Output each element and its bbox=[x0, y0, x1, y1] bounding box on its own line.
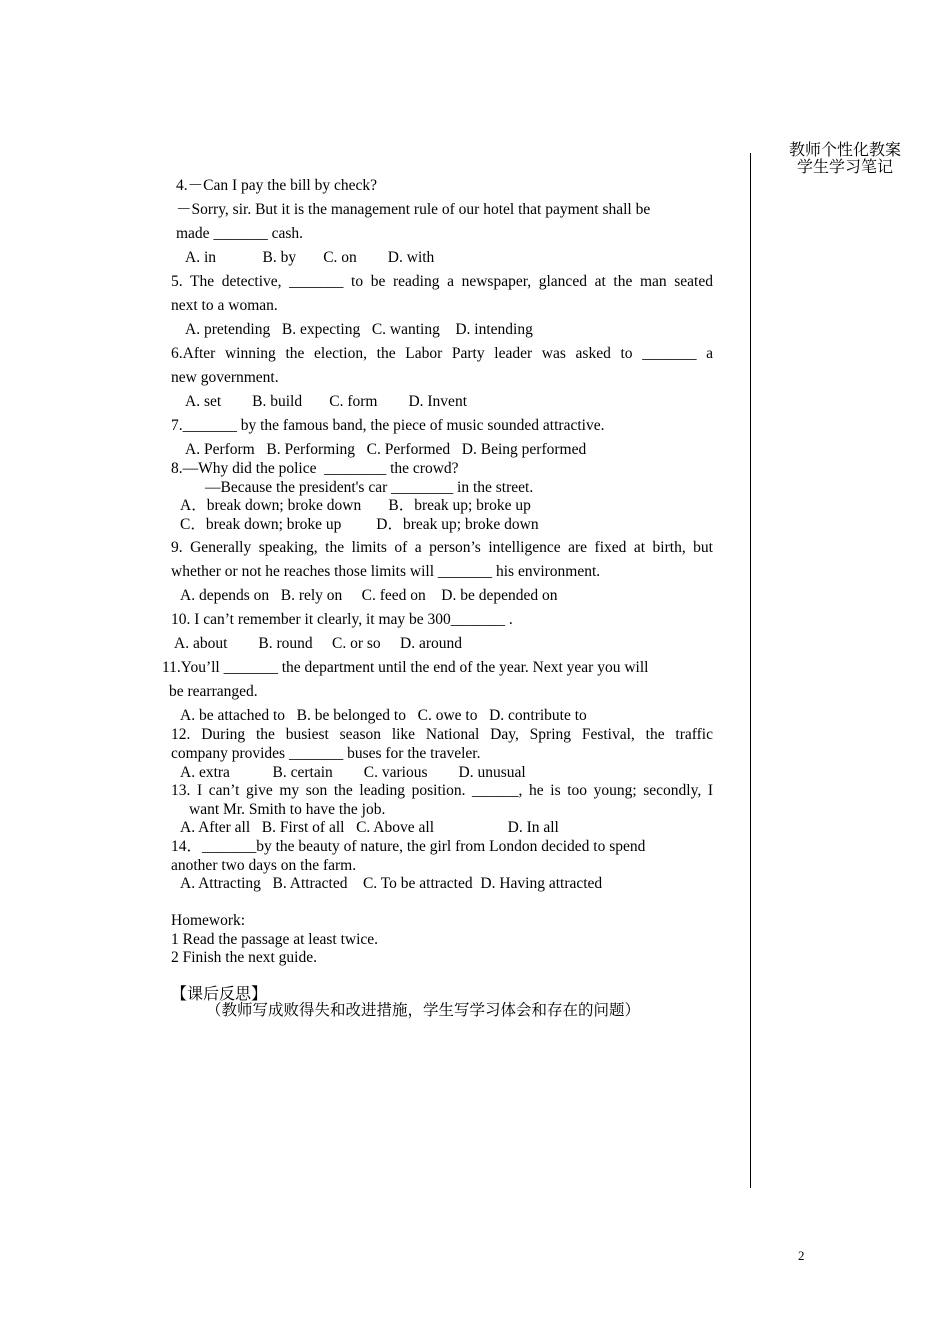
reflection-note: （教师写成败得失和改进措施，学生写学习体会和存在的问题） bbox=[206, 1002, 641, 1019]
q14-options: A. Attracting B. Attracted C. To be attracted D. Having attracted bbox=[180, 875, 603, 892]
q4-options: A. in B. by C. on D. with bbox=[185, 249, 435, 266]
q4-line3: made _______ cash. bbox=[176, 225, 303, 242]
q14-line1: 14．_______by the beauty of nature, the girl from London decided to spend bbox=[171, 838, 646, 855]
q8-options-ab: A．break down; broke down B．break up; broke up bbox=[180, 497, 531, 514]
q10-options: A. about B. round C. or so D. around bbox=[174, 635, 463, 652]
q11-line1: 11.You’ll _______ the department until the end of the year. Next year you will bbox=[162, 659, 649, 676]
q12-line2: company provides _______ buses for the traveler. bbox=[171, 745, 481, 762]
q8-options-cd: C．break down; broke up D．break up; broke down bbox=[180, 516, 539, 533]
q6-line1: 6.After winning the election, the Labor Party leader was asked to _______ a bbox=[171, 345, 713, 362]
q5-line1: 5. The detective, _______ to be reading a newspaper, glanced at the man seated bbox=[171, 273, 713, 290]
q13-line2: want Mr. Smith to have the job. bbox=[189, 801, 386, 818]
q11-line2: be rearranged. bbox=[169, 683, 258, 700]
sidebar-title-student: 学生学习笔记 bbox=[796, 159, 893, 176]
q6-options: A. set B. build C. form D. Invent bbox=[185, 393, 467, 410]
q9-line2: whether or not he reaches those limits will _______ his environment. bbox=[171, 563, 601, 580]
homework-title: Homework: bbox=[171, 912, 246, 929]
q5-line2: next to a woman. bbox=[171, 297, 278, 314]
page-number: 2 bbox=[798, 1248, 805, 1263]
q8-line2: —Because the president's car ________ in the street. bbox=[205, 479, 534, 496]
q4-line1: 4.－Can I pay the bill by check? bbox=[176, 177, 378, 194]
q13-options: A. After all B. First of all C. Above all D. In all bbox=[180, 819, 559, 836]
margin-divider bbox=[750, 153, 751, 1188]
q4-line2: －Sorry, sir. But it is the management rule of our hotel that payment shall be bbox=[176, 201, 651, 218]
q5-options: A. pretending B. expecting C. wanting D. intending bbox=[185, 321, 533, 338]
q9-line1: 9. Generally speaking, the limits of a person’s intelligence are fixed at birth, but bbox=[171, 539, 713, 556]
homework-item-2: 2 Finish the next guide. bbox=[171, 949, 317, 966]
sidebar-title-teacher: 教师个性化教案 bbox=[788, 142, 901, 159]
q11-options: A. be attached to B. be belonged to C. owe to D. contribute to bbox=[180, 707, 587, 724]
q7-line1: 7._______ by the famous band, the piece of music sounded attractive. bbox=[171, 417, 605, 434]
q6-line2: new government. bbox=[171, 369, 279, 386]
q7-options: A. Perform B. Performing C. Performed D. Being performed bbox=[185, 441, 587, 458]
q12-line1: 12. During the busiest season like National Day, Spring Festival, the traffic bbox=[171, 726, 713, 743]
q14-line2: another two days on the farm. bbox=[171, 857, 357, 874]
reflection-title: 【课后反思】 bbox=[171, 986, 268, 1003]
q9-options: A. depends on B. rely on C. feed on D. be depended on bbox=[180, 587, 558, 604]
q8-line1: 8.—Why did the police ________ the crowd? bbox=[171, 460, 459, 477]
q10-line1: 10. I can’t remember it clearly, it may be 300_______ . bbox=[171, 611, 513, 628]
homework-item-1: 1 Read the passage at least twice. bbox=[171, 931, 379, 948]
q12-options: A. extra B. certain C. various D. unusual bbox=[180, 764, 526, 781]
q13-line1: 13. I can’t give my son the leading position. ______, he is too young; secondly, I bbox=[171, 782, 713, 799]
